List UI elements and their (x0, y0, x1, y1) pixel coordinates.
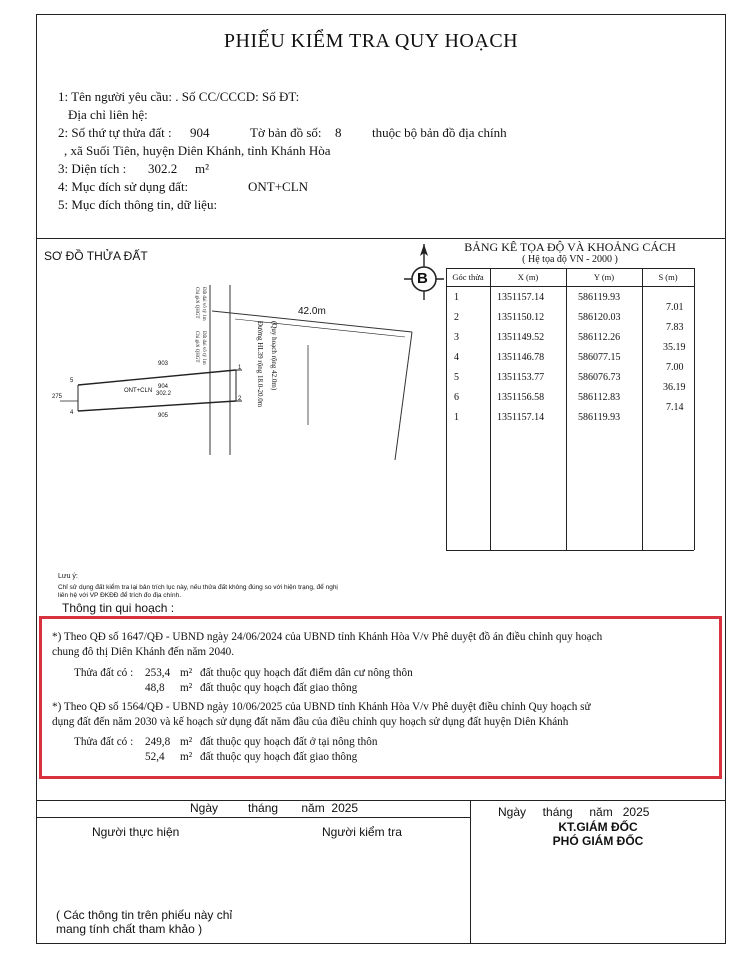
plan-2-a-value: 249,8 (145, 736, 171, 748)
coords-table (446, 240, 694, 550)
parcel-904: 904 (158, 384, 169, 390)
area-value: 302.2 (148, 161, 178, 176)
land-use-value: ONT+CLN (248, 179, 309, 194)
table-rule (490, 268, 491, 550)
note-heading: Lưu ý: (58, 573, 78, 580)
point-4: 4 (70, 410, 74, 416)
plan-2-b-value: 52,4 (145, 751, 165, 763)
row-pt: 2 (454, 312, 459, 323)
plan-1-a-label: Thửa đất có : (74, 667, 134, 679)
plan-1-b-value: 48,8 (145, 682, 165, 694)
map-sheet-label: Tờ bản đồ số: (250, 125, 322, 140)
contact-address-line: Địa chỉ liên hệ: (68, 107, 148, 122)
coords-title: BẢNG KÊ TỌA ĐỘ VÀ KHOẢNG CÁCH (464, 240, 676, 254)
land-use-label: 4: Mục đích sử dụng đất: (58, 179, 189, 194)
plan-2-a-label: Thửa đất có : (74, 736, 134, 748)
boundary-label-1b: Đất đai vô tỷ 1m (201, 287, 206, 321)
row-x: 1351149.52 (497, 332, 545, 343)
parcel-number-value: 904 (190, 125, 210, 140)
plan-2-line-1: *) Theo QĐ số 1564/QĐ - UBND ngày 10/06/2025 của UBND tỉnh Khánh Hòa V/v Phê duyệt điều chỉnh Quy hoạch sử (52, 701, 591, 713)
distance: 7.83 (666, 322, 684, 333)
row-x: 1351153.77 (497, 372, 545, 383)
disclaimer-line-1: ( Các thông tin trên phiếu này chỉ (56, 908, 233, 922)
header-s: S (m) (658, 272, 678, 282)
boundary-label-2: Chỉ giới QHGT (194, 331, 199, 363)
distance: 7.00 (666, 362, 684, 373)
table-rule (694, 268, 695, 550)
area-label: 3: Diện tích : (58, 161, 127, 176)
plan-1-line-2: chung đô thị Diên Khánh đến năm 2040. (52, 646, 235, 658)
row-y: 586120.03 (578, 312, 621, 323)
road-label: Đường HL39 rộng 18.0-20.0m (256, 321, 264, 408)
table-rule (566, 268, 567, 550)
disclaimer-line-2: mang tính chất tham khảo ) (56, 922, 203, 936)
area-unit: m² (195, 161, 210, 176)
data-purpose-line: 5: Mục đích thông tin, dữ liệu: (58, 197, 218, 212)
table-rule (446, 268, 447, 550)
signature-divider (36, 817, 470, 818)
point-1: 1 (238, 365, 242, 371)
header-x: X (m) (517, 272, 539, 282)
table-rule (642, 268, 643, 550)
date-right: Ngày tháng năm 2025 (498, 805, 650, 819)
row-y: 586077.15 (578, 352, 621, 363)
parcel-sketch (40, 265, 445, 465)
boundary-label-1: Chỉ giới QHGT (194, 287, 199, 319)
row-pt: 3 (454, 332, 459, 343)
road-plan-label: (Quy hoạch rộng 42.0m) (270, 321, 278, 391)
header-corner: Góc thửa (452, 272, 484, 282)
plan-1-a-text: đất thuộc quy hoạch đất điểm dân cư nông thôn (200, 667, 413, 679)
row-pt: 4 (454, 352, 459, 363)
row-pt: 5 (454, 372, 459, 383)
row-y: 586119.93 (578, 292, 621, 303)
sketch-title: SƠ ĐỒ THỬA ĐẤT (44, 249, 148, 263)
row-x: 1351157.14 (497, 412, 545, 423)
row-y: 586119.93 (578, 412, 621, 423)
date-left: Ngày tháng năm 2025 (190, 801, 359, 815)
table-rule (446, 268, 694, 269)
plan-2-b-text: đất thuộc quy hoạch đất giao thông (200, 751, 358, 763)
boundary-label-2b: Đất đai vô tỷ 1m (201, 331, 206, 365)
cadastral-map-label: thuộc bộ bản đồ địa chính (372, 125, 507, 140)
map-sheet-value: 8 (335, 125, 342, 140)
parcel-903: 903 (158, 361, 169, 367)
plan-2-a-text: đất thuộc quy hoạch đất ở tại nông thôn (200, 736, 378, 748)
plan-1-a-value: 253,4 (145, 667, 171, 679)
requester-line: 1: Tên người yêu cầu: . Số CC/CCCD: Số ĐT: (58, 89, 300, 104)
plan-2-line-2: dụng đất đến năm 2030 và kế hoạch sử dụng đất năm đầu của điều chỉnh quy hoạch sử dụng đất huyện Diên Khánh (52, 716, 569, 728)
signature-divider (36, 800, 726, 801)
row-y: 586076.73 (578, 372, 621, 383)
row-x: 1351157.14 (497, 292, 545, 303)
parcel-275: 275 (52, 394, 63, 400)
plan-1-a-unit: m² (180, 667, 193, 679)
plan-1-b-text: đất thuộc quy hoạch đất giao thông (200, 682, 358, 694)
point-2: 2 (238, 396, 242, 402)
row-pt: 6 (454, 392, 459, 403)
director-title-2: PHÓ GIÁM ĐỐC (552, 834, 644, 848)
parcel-use: ONT+CLN (124, 388, 153, 394)
page-title: PHIẾU KIỂM TRA QUY HOẠCH (223, 30, 519, 52)
plan-2-b-unit: m² (180, 751, 193, 763)
distance: 7.01 (666, 302, 684, 313)
performer-label: Người thực hiện (92, 825, 180, 839)
note-text-1: Chỉ sử dụng đất kiểm tra lại bản trích lục này, nếu thửa đất không đúng so với hiện trạng, để nghị (58, 584, 338, 591)
header-y: Y (m) (593, 272, 615, 282)
row-x: 1351156.58 (497, 392, 545, 403)
point-5: 5 (70, 378, 74, 384)
row-y: 586112.83 (578, 392, 621, 403)
compass-letter: B (417, 270, 428, 287)
row-x: 1351150.12 (497, 312, 545, 323)
section-divider (36, 238, 726, 239)
location-line: , xã Suối Tiên, huyện Diên Khánh, tỉnh Khánh Hòa (64, 143, 331, 158)
dimension-label: 42.0m (298, 306, 326, 317)
parcel-area: 302.2 (156, 391, 172, 397)
table-rule (446, 550, 694, 551)
plan-2-a-unit: m² (180, 736, 193, 748)
plan-heading: Thông tin qui hoạch : (62, 601, 175, 615)
row-pt: 1 (454, 292, 459, 303)
director-title-1: KT.GIÁM ĐỐC (558, 820, 638, 834)
row-y: 586112.26 (578, 332, 621, 343)
parcel-number-label: 2: Số thứ tự thửa đất : (58, 125, 172, 140)
row-pt: 1 (454, 412, 459, 423)
distance: 35.19 (663, 342, 686, 353)
coords-subtitle: ( Hệ tọa độ VN - 2000 ) (522, 254, 618, 265)
distance: 36.19 (663, 382, 686, 393)
note-text-2: liên hệ với VP ĐKĐĐ để trích đo địa chính. (58, 592, 182, 599)
plan-1-b-unit: m² (180, 682, 193, 694)
distance: 7.14 (666, 402, 684, 413)
row-x: 1351146.78 (497, 352, 545, 363)
checker-label: Người kiểm tra (322, 825, 402, 839)
plan-1-line-1: *) Theo QĐ số 1647/QĐ - UBND ngày 24/06/2024 của UBND tỉnh Khánh Hòa V/v Phê duyệt đồ án điều chỉnh quy hoạch (52, 631, 603, 643)
table-rule (446, 286, 694, 287)
parcel-905: 905 (158, 413, 169, 419)
